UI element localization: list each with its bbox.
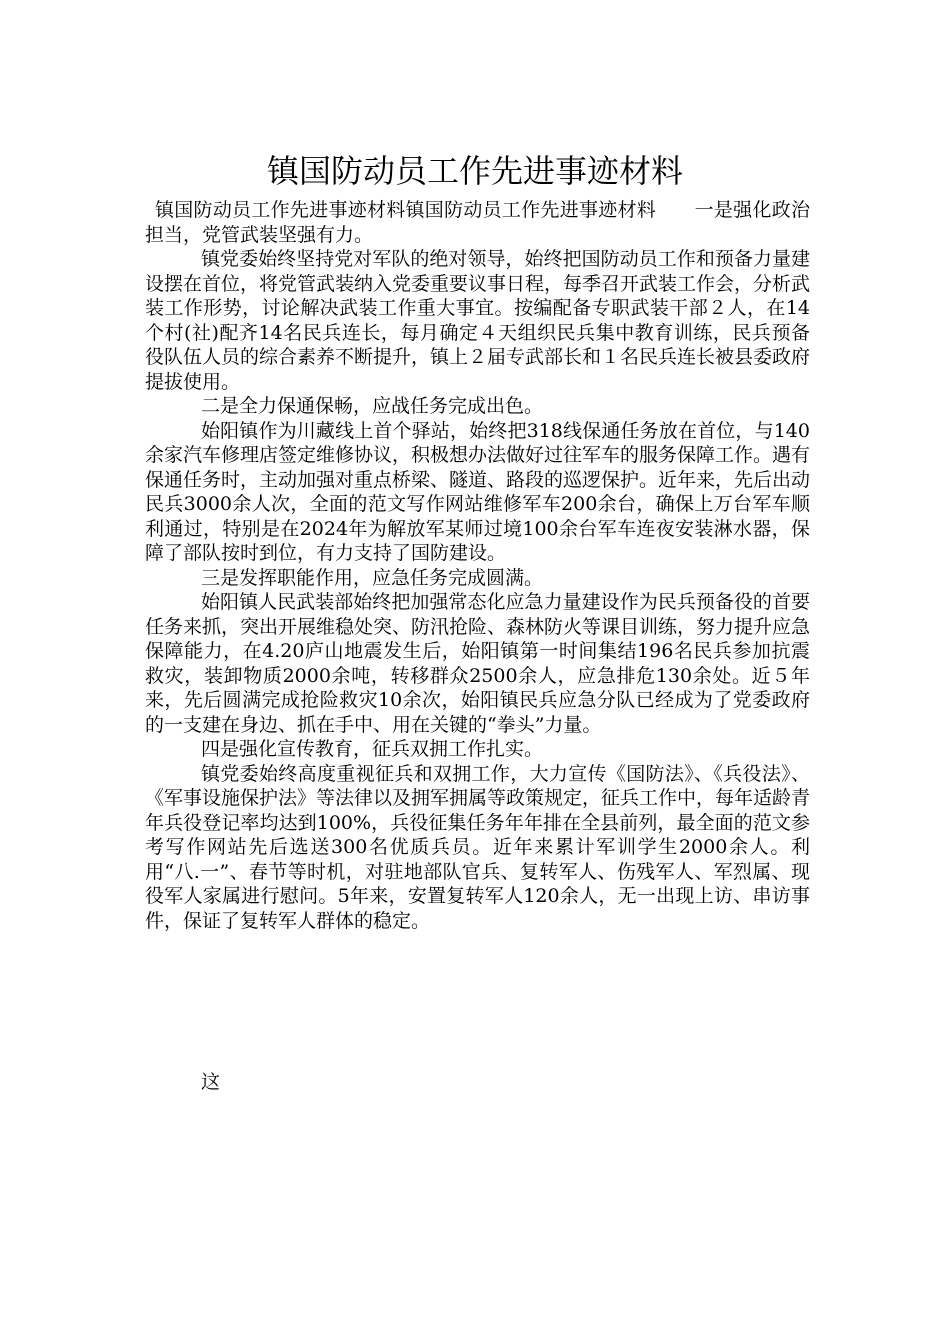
paragraph-emergency: 始阳镇人民武装部始终把加强常态化应急力量建设作为民兵预备役的首要任务来抓，突出开展维稳处突、防汛抢险、森林防火等课目训练，努力提升应急保障能力，在4.20庐山地震发生后，始阳镇第一时间集结196名民兵参加抗震救灾，装卸物质2000余吨，转移群众2500余人，应急排危130余处。近５年来，先后圆满完成抢险救灾10余次，始阳镇民兵应急分队已经成为了党委政府的一支建在身边、抓在手中、用在关键的“拳头”力量。 (145, 591, 811, 736)
paragraph-heading-3: 三是发挥职能作用，应急任务完成圆满。 (201, 566, 544, 589)
paragraph-intro: 镇国防动员工作先进事迹材料镇国防动员工作先进事迹材料 一是强化政治担当，党管武装坚强有力。 (145, 199, 810, 246)
paragraph-recruitment: 镇党委始终高度重视征兵和双拥工作，大力宣传《国防法》、《兵役法》、《军事设施保护法》等法律以及拥军拥属等政策规定，征兵工作中，每年适龄青年兵役登记率均达到100%，兵役征集任务年年排在全县前列，最全面的范文参考写作网站先后选送300名优质兵员。近年来累计军训学生2000余人。利用“八.一”、春节等时机，对驻地部队官兵、复转军人、伤残军人、军烈属、现役军人家属进行慰问。5年来，安置复转军人120余人，无一出现上访、串访事件，保证了复转军人群体的稳定。 (145, 762, 811, 932)
paragraph-road-support: 始阳镇作为川藏线上首个驿站，始终把318线保通任务放在首位，与140余家汽车修理店签定维修协议，积极想办法做好过往军车的服务保障工作。遇有保通任务时，主动加强对重点桥梁、隧道、路段的巡逻保护。近年来，先后出动民兵3000余人次，全面的范文写作网站维修军车200余台，确保上万台军车顺利通过，特别是在2024年为解放军某师过境100余台军车连夜安装淋水器，保障了部队按时到位，有力支持了国防建设。 (145, 419, 811, 564)
paragraph-heading-4: 四是强化宣传教育，征兵双拥工作扎实。 (201, 738, 544, 760)
paragraph-heading-2: 二是全力保通保畅，应战任务完成出色。 (201, 395, 544, 417)
trailing-text: 这 (201, 1071, 221, 1093)
document-body (145, 198, 810, 933)
paragraph-party-leadership: 镇党委始终坚持党对军队的绝对领导，始终把国防动员工作和预备力量建设摆在首位，将党管武装纳入党委重要议事日程，每季召开武装工作会，分析武装工作形势，讨论解决武装工作重大事宜。按编配备专职武装干部２人，在14个村(社)配齐14名民兵连长，每月确定４天组织民兵集中教育训练，民兵预备役队伍人员的综合素养不断提升，镇上２届专武部长和１名民兵连长被县委政府提拔使用。 (145, 248, 811, 393)
document-title: 镇国防动员工作先进事迹材料 (266, 152, 683, 191)
